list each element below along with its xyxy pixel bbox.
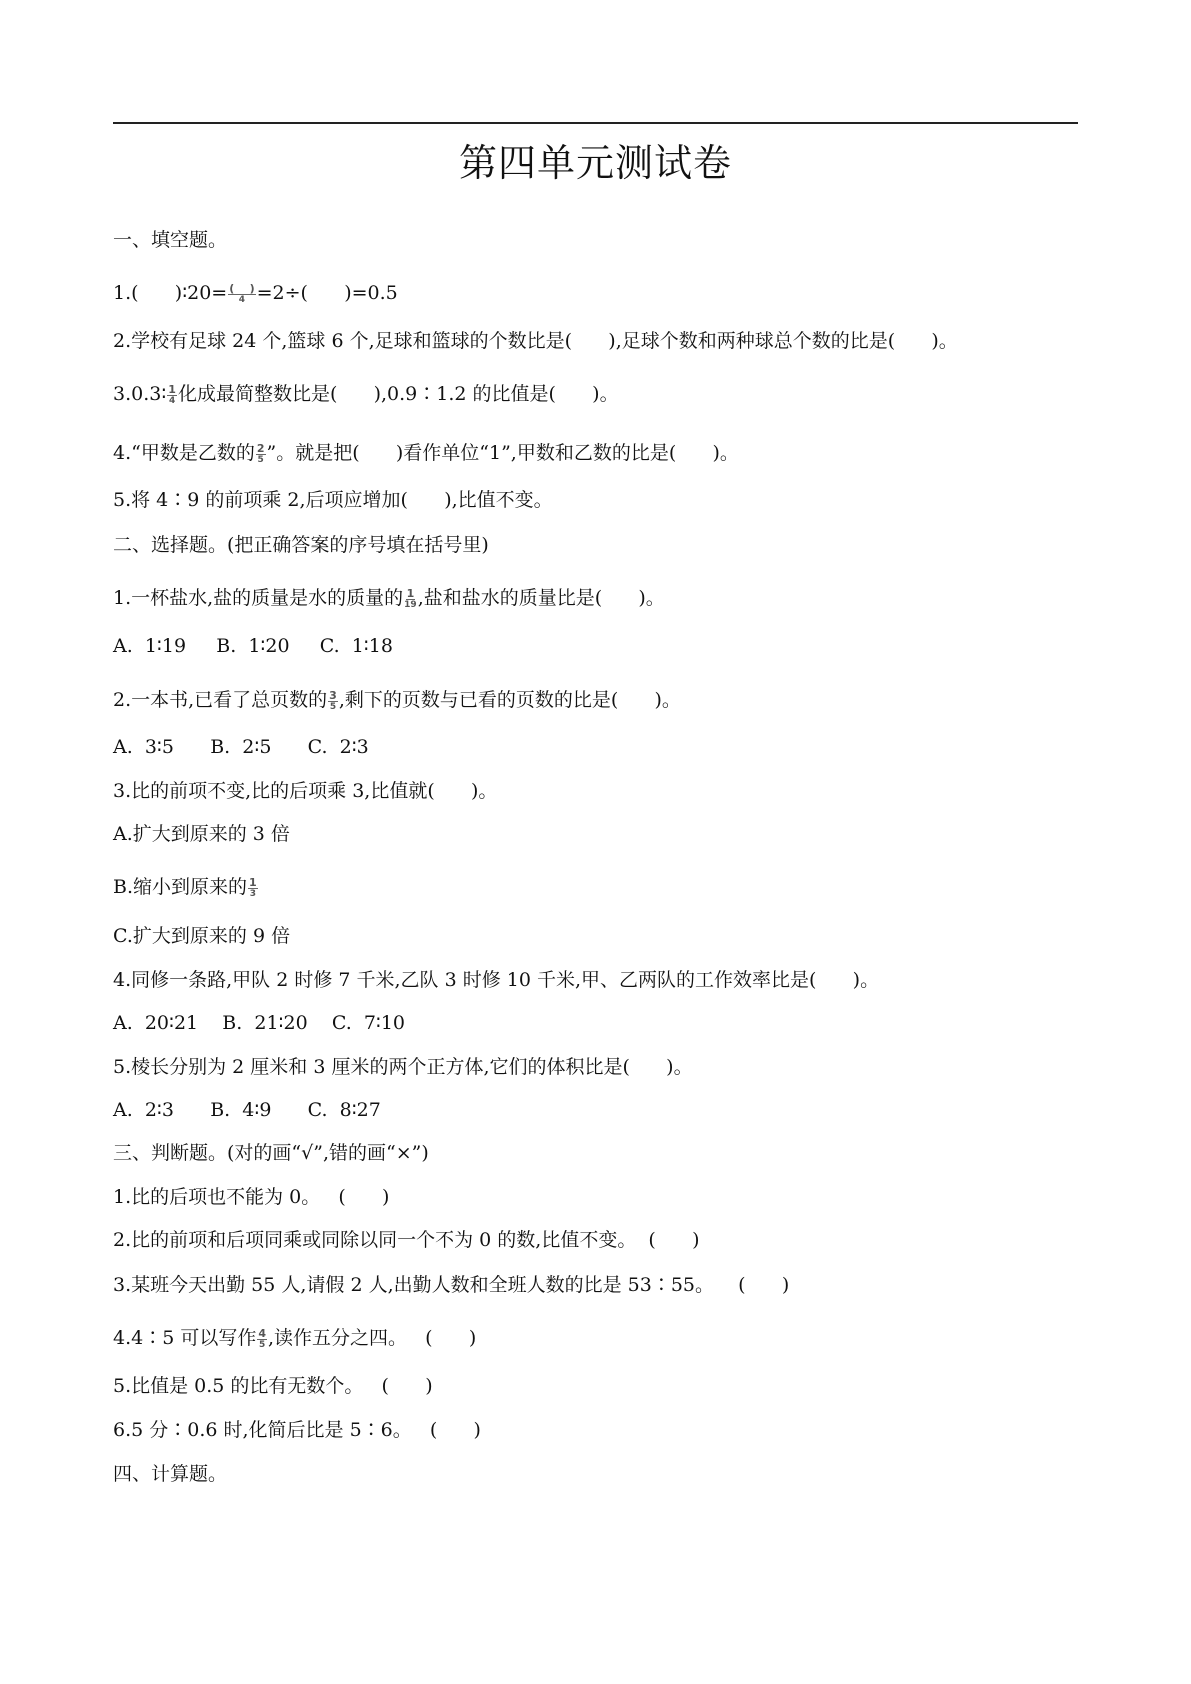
line-text: 3.0.3∶ <box>113 383 167 405</box>
question-line <box>113 968 879 992</box>
fraction-numerator: 1 <box>249 875 257 889</box>
line-text: 6.5 分∶0.6 时,化简后比是 5∶6。 ( ) <box>113 1419 481 1441</box>
line-text: 1.比的后项也不能为 0。 ( ) <box>113 1186 390 1208</box>
fraction-denominator: 4 <box>168 395 176 406</box>
question-line <box>113 281 398 306</box>
section-heading <box>113 533 489 557</box>
line-text: 化成最简整数比是( ),0.9∶1.2 的比值是( )。 <box>177 383 619 405</box>
question-line <box>113 1055 693 1079</box>
question-line <box>113 1326 476 1351</box>
fraction <box>328 690 338 713</box>
question-line <box>113 1098 381 1122</box>
line-text: 2.一本书,已看了总页数的 <box>113 689 328 711</box>
line-text: =2÷( )=0.5 <box>256 282 398 304</box>
line-text: ,盐和盐水的质量比是( )。 <box>417 587 665 609</box>
line-text: 5.将 4∶9 的前项乘 2,后项应增加( ),比值不变。 <box>113 489 553 511</box>
section-heading <box>113 1462 227 1486</box>
fraction-denominator: 3 <box>249 888 256 899</box>
line-text: A.扩大到原来的 3 倍 <box>113 823 290 845</box>
question-line <box>113 441 739 466</box>
line-text: 3.某班今天出勤 55 人,请假 2 人,出勤人数和全班人数的比是 53∶55。 ( ) <box>113 1274 790 1296</box>
line-text: 2.学校有足球 24 个,篮球 6 个,足球和篮球的个数比是( ),足球个数和两种球总个数的比是( )。 <box>113 330 958 352</box>
fraction-denominator: 5 <box>329 701 337 712</box>
line-text: ”。就是把( )看作单位“1”,甲数和乙数的比是( )。 <box>266 442 739 464</box>
question-line <box>113 1273 789 1297</box>
line-text: 二、选择题。(把正确答案的序号填在括号里) <box>113 534 489 556</box>
fraction-numerator: 4 <box>258 1326 267 1340</box>
line-text: 4.同修一条路,甲队 2 时修 7 千米,乙队 3 时修 10 千米,甲、乙两队的工作效率比是( )。 <box>113 969 880 991</box>
page-title: 第四单元测试卷 <box>458 141 732 185</box>
fraction-numerator: 1 <box>168 382 176 396</box>
line-text: 4.“甲数是乙数的 <box>113 442 255 464</box>
line-text: C.扩大到原来的 9 倍 <box>113 925 291 947</box>
question-line <box>113 688 681 713</box>
line-text: 1.( )∶20= <box>113 282 228 304</box>
line-text: ,读作五分之四。 ( ) <box>268 1327 477 1349</box>
question-line <box>113 488 553 512</box>
line-text: B.缩小到原来的 <box>113 876 248 898</box>
line-text: A. 1∶19 B. 1∶20 C. 1∶18 <box>113 635 393 657</box>
line-text: 5.比值是 0.5 的比有无数个。 ( ) <box>113 1375 433 1397</box>
fraction <box>228 283 255 306</box>
fraction-numerator: ( ) <box>229 281 255 295</box>
question-line <box>113 1185 389 1209</box>
fraction-numerator: 2 <box>256 441 265 455</box>
line-text: 1.一杯盐水,盐的质量是水的质量的 <box>113 587 404 609</box>
section-heading <box>113 1141 429 1165</box>
fraction <box>167 384 177 407</box>
fraction-denominator: 5 <box>257 454 264 465</box>
line-text: 4.4∶5 可以写作 <box>113 1327 257 1349</box>
line-text: 2.比的前项和后项同乘或同除以同一个不为 0 的数,比值不变。 ( ) <box>113 1229 700 1251</box>
fraction-numerator: 3 <box>329 688 337 702</box>
line-text: 一、填空题。 <box>113 229 228 251</box>
question-line <box>113 382 619 407</box>
line-text: A. 20∶21 B. 21∶20 C. 7∶10 <box>113 1012 406 1034</box>
fraction-denominator: 19 <box>404 599 417 610</box>
fraction <box>248 877 258 900</box>
question-line <box>113 1228 699 1252</box>
line-text: A. 2∶3 B. 4∶9 C. 8∶27 <box>113 1099 381 1121</box>
question-line <box>113 329 958 353</box>
header-rule <box>113 122 1078 124</box>
question-line <box>113 586 665 611</box>
question-line <box>113 924 290 948</box>
line-text: 三、判断题。(对的画“√”,错的画“×”) <box>113 1142 429 1164</box>
line-text: ,剩下的页数与已看的页数的比是( )。 <box>338 689 681 711</box>
question-line <box>113 875 259 900</box>
line-text: 5.棱长分别为 2 厘米和 3 厘米的两个正方体,它们的体积比是( )。 <box>113 1056 693 1078</box>
fraction-denominator: 4 <box>238 294 246 305</box>
fraction <box>257 1328 267 1351</box>
section-heading <box>113 228 227 252</box>
line-text: 四、计算题。 <box>113 1463 228 1485</box>
question-line <box>113 1011 405 1035</box>
question-line <box>113 735 369 759</box>
question-line <box>113 634 393 658</box>
fraction <box>256 443 266 466</box>
question-line <box>113 822 290 846</box>
question-line <box>113 779 497 803</box>
question-line <box>113 1374 433 1398</box>
line-text: 3.比的前项不变,比的后项乘 3,比值就( )。 <box>113 780 498 802</box>
fraction-numerator: 1 <box>406 586 415 600</box>
question-line <box>113 1418 481 1442</box>
fraction <box>404 588 417 611</box>
fraction-denominator: 5 <box>259 1339 266 1350</box>
line-text: A. 3∶5 B. 2∶5 C. 2∶3 <box>113 736 369 758</box>
